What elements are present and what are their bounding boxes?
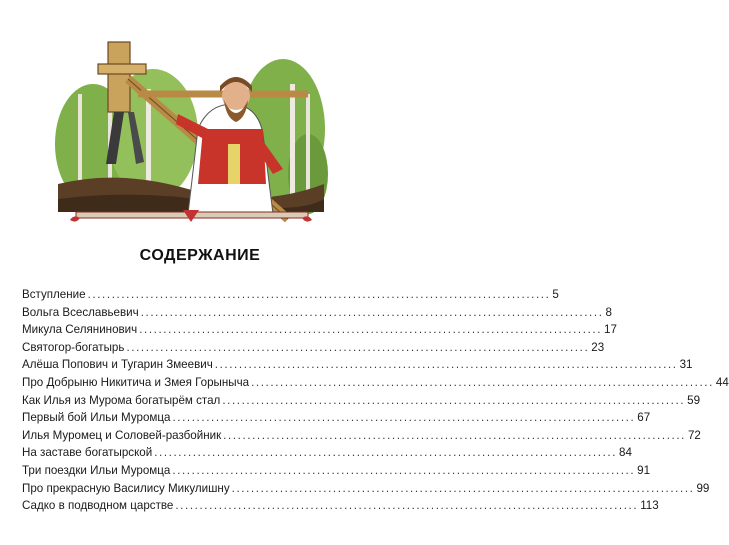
ploughman-picture bbox=[58, 34, 324, 226]
toc-entry[interactable] bbox=[22, 356, 693, 374]
toc-entry-title: На заставе богатырской bbox=[22, 446, 153, 460]
toc-leader-dots: ................................................................................................ bbox=[175, 499, 639, 513]
toc-entry-title: Про прекрасную Василису Микулишну bbox=[22, 481, 230, 495]
toc-entry-page: 91 bbox=[637, 463, 651, 477]
toc-leader-dots: ................................................................................................ bbox=[231, 481, 695, 495]
toc-entry-page: 99 bbox=[696, 481, 710, 495]
toc-entry[interactable] bbox=[22, 304, 612, 322]
toc-entry[interactable] bbox=[22, 409, 651, 427]
toc-entry-title: Микула Селянинович bbox=[22, 323, 138, 337]
toc-leader-dots: ................................................................................................ bbox=[251, 375, 714, 389]
toc-entry-title: Вступление bbox=[22, 288, 86, 301]
toc-leader-dots: ................................................................................................ bbox=[154, 446, 618, 460]
toc-entry-title: Садко в подводном царстве bbox=[22, 499, 174, 513]
toc-entry[interactable] bbox=[22, 392, 701, 410]
toc-entry-title: Как Илья из Мурома богатырём стал bbox=[22, 393, 221, 407]
toc-entry-title: Алёша Попович и Тугарин Змеевич bbox=[22, 358, 213, 372]
toc-entry-title: Вольга Всеславьевич bbox=[22, 305, 139, 319]
toc-entry-page: 113 bbox=[640, 499, 659, 513]
toc-entry-page: 59 bbox=[687, 393, 701, 407]
toc-entry[interactable] bbox=[22, 339, 605, 357]
toc-leader-dots: ................................................................................................ bbox=[140, 305, 604, 319]
toc-leader-dots: ................................................................................................ bbox=[139, 323, 603, 337]
toc-leader-dots: ................................................................................................ bbox=[172, 411, 636, 425]
toc-entry-page: 23 bbox=[591, 340, 605, 354]
toc-leader-dots: ................................................................................................ bbox=[172, 463, 636, 477]
toc-leader-dots: ................................................................................................ bbox=[87, 288, 551, 301]
table-of-contents bbox=[22, 286, 729, 515]
toc-entry[interactable] bbox=[22, 286, 559, 304]
toc-entry[interactable] bbox=[22, 374, 729, 392]
toc-entry-page: 44 bbox=[715, 375, 729, 389]
toc-leader-dots: ................................................................................................ bbox=[223, 428, 686, 442]
toc-entry[interactable] bbox=[22, 462, 651, 480]
toc-entry-title: Святогор-богатырь bbox=[22, 340, 125, 354]
toc-leader-dots: ................................................................................................ bbox=[214, 358, 678, 372]
toc-entry-page: 5 bbox=[552, 288, 559, 301]
toc-entry[interactable] bbox=[22, 321, 617, 339]
toc-entry-page: 8 bbox=[605, 305, 612, 319]
toc-entry-title: Три поездки Ильи Муромца bbox=[22, 463, 171, 477]
toc-entry-page: 31 bbox=[679, 358, 693, 372]
toc-entry-title: Про Добрыню Никитича и Змея Горыныча bbox=[22, 375, 250, 389]
toc-entry[interactable] bbox=[22, 480, 710, 498]
toc-entry[interactable] bbox=[22, 444, 632, 462]
toc-entry-page: 67 bbox=[637, 411, 651, 425]
toc-entry-page: 72 bbox=[687, 428, 701, 442]
toc-entry-page: 84 bbox=[619, 446, 632, 460]
toc-entry-title: Илья Муромец и Соловей-разбойник bbox=[22, 428, 222, 442]
toc-entry-title: Первый бой Ильи Муромца bbox=[22, 411, 171, 425]
toc-leader-dots: ................................................................................................ bbox=[222, 393, 686, 407]
toc-entry[interactable] bbox=[22, 497, 659, 515]
ploughman-illustration bbox=[58, 34, 324, 226]
page-title: СОДЕРЖАНИЕ bbox=[139, 247, 261, 264]
toc-entry[interactable] bbox=[22, 427, 701, 445]
toc-entry-page: 17 bbox=[604, 323, 617, 337]
toc-leader-dots: ................................................................................................ bbox=[126, 340, 590, 354]
